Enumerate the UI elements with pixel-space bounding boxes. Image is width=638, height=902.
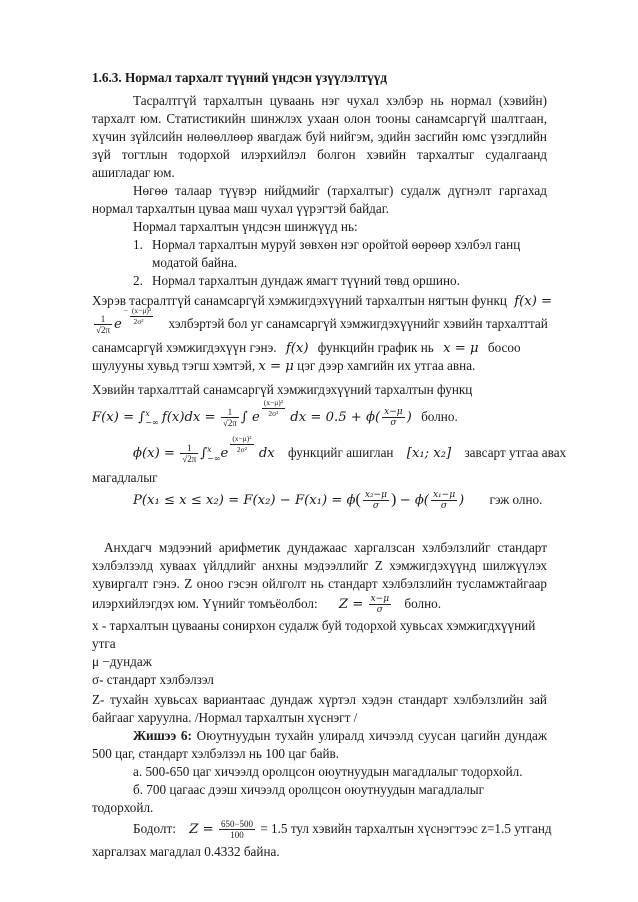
example-line: 500 цаг, стандарт хэлбэлзэл нь 100 цаг байв. <box>92 746 340 761</box>
zscore-formula-line: илэрхийлэгдэх юм. Үүнийг томъёолбол: Z = $\frac{x-\mu}{\sigma}$ болно. <box>92 594 442 616</box>
zscore-paragraph-line: Анхдагч мэдээний арифметик дундажаас харгалзсан хэлбэлзлийг стандарт <box>104 540 547 555</box>
density-formula-line: $\frac{1}{√2\pi}$ e− (x−μ)² 2σ² хэлбэртэй бол уг санамсаргүй хэмжигдэхүүнийг хэвийн тархалттай <box>96 306 548 336</box>
section-heading: 1.6.3. Нормал тархалт түүний үндсэн үзүүлэлтүүд <box>92 70 388 85</box>
density-text-line: санамсаргүй хэмжигдэхүүн гэнэ. f(x) функцийн график нь x = μ босоо <box>92 340 521 356</box>
paragraph-1-line: тархалт юм. Статистикийн шинжлэх ухаан олон тооны санамсаргүй шалтгаан, <box>92 111 547 126</box>
paragraph-1-line: Тасралтгүй тархалтын цуваань нэг чухал хэлбэр нь нормал (хэвийн) <box>133 93 547 108</box>
example-task-a: а. 500-650 цаг хичээлд оролцсон оюутнуудын магадлалыг тодорхойл. <box>133 764 523 779</box>
phi-formula-continued: магадлалыг <box>92 470 158 485</box>
phi-formula: ϕ(x) = $\frac{1}{√2\pi}$ ∫ x −∞ e $\frac{\text{(x−μ)²}}{\text{2σ²}}$ dx функцийг ашиглан [x₁; x₂] завсарт утгаа авах <box>133 434 567 465</box>
example-label: Жишээ 6: <box>133 728 192 743</box>
solution-result: харгалзах магадлал 0.4332 байна. <box>92 844 280 859</box>
paragraph-2-line: нормал тархалтын цуваа маш чухал үүрэгтэй байдаг. <box>92 201 389 216</box>
paragraph-1-line: ашигладаг юм. <box>92 165 175 180</box>
z-explanation-line: Z- тухайн хувьсах вариантаас дундаж хүртэл хэдэн стандарт хэлбэлзлийн зай <box>92 692 547 707</box>
zscore-paragraph-line: хувиргалт гэнэ. Z оноо гэсэн ойлголт нь стандарт хэлбэлзлийн тусламжтайгаар <box>92 576 547 591</box>
density-intro: Хэрэв тасралтгүй санамсаргүй хэмжигдэхүүний тархалтын нягтын функц <box>92 293 507 308</box>
density-description: хэлбэртэй бол уг санамсаргүй хэмжигдэхүүнийг хэвийн тархалттай <box>168 316 548 331</box>
probability-formula: P(x₁ ≤ x ≤ x₂) = F(x₂) − F(x₁) = ϕ( $\frac{\text{x₂−μ}}{\sigma}$ ) − ϕ( $\frac{\text{x₁−μ}}{\sigma}$ ) гэж олно. <box>133 490 543 512</box>
example-task-b: б. 700 цагаас дээш хичээлд оролцсон оюутнуудын магадлалыг <box>133 782 484 797</box>
cdf-intro: Хэвийн тархалттай санамсаргүй хэмжигдэхүүний тархалтын функц <box>92 382 473 397</box>
definition-line: σ- стандарт хэлбэлзэл <box>92 672 214 687</box>
density-coefficient: $\frac{1}{√2\pi}$ <box>96 314 110 336</box>
zscore-paragraph-line: хэлбэлзэлд хуваах үйлдлийг анхны мэдээллийг Z хэмжигдэхүүнд шилжүүлэх <box>92 558 547 573</box>
density-text-line: шулууны хувьд тэгш хэмтэй, x = μ цэг дээр хамгийн их утгаа авна. <box>92 358 476 374</box>
definition-line: утга <box>92 636 116 651</box>
example-task-b-continued: тодорхойл. <box>92 800 154 815</box>
list-item-text: модатой байна. <box>152 255 238 270</box>
density-text-line <box>92 293 553 310</box>
list-intro: Нормал тархалтын үндсэн шинжүүд нь: <box>133 219 358 234</box>
paragraph-2-line: Нөгөө талаар түүвэр нийдмийг (тархалтыг) судалж дүгнэлт гаргахад <box>133 183 547 198</box>
density-exponent: − (x−μ)² 2σ² <box>123 306 152 327</box>
definition-line: x - тархалтын цувааны сонирхон судалж буй тодорхой хувьсах хэмжигдхүүний <box>92 618 536 633</box>
cdf-formula: F(x) = ∫ x −∞ f(x)dx = $\frac{1}{√2\pi}$ ∫ e $\frac{\text{(x−μ)²}}{\text{2σ²}}$ dx = 0.5 + ϕ( $\frac{x-\mu}{\sigma}$ ) болно. <box>92 398 458 429</box>
list-item-number: 2. <box>133 273 143 288</box>
list-item-text: Нормал тархалтын муруй зөвхөн нэг оройтой өөрөөр хэлбэл ганц <box>152 237 521 252</box>
paragraph-1-line: зүй тогтлын тодорхой илэрхийлэл болгон хэвийн тархалтыг судалгаанд <box>92 147 547 162</box>
list-item-number: 1. <box>133 237 143 252</box>
definition-line: μ −дундаж <box>92 654 152 669</box>
solution-line: Бодолт: Z = $\frac{650-500}{100}$ = 1.5 тул хэвийн тархалтын хүснэгтээс z=1.5 утганд <box>133 819 552 841</box>
example-line: Жишээ 6: Оюутнуудын тухайн улиралд хичээлд суусан цагийн дундаж <box>133 728 548 743</box>
paragraph-1-line: хүчин зүйлсийн нөлөөллөөр явагдаж буй нийгэм, эдийн засгийн юмс үзэгдлийн <box>92 129 547 144</box>
density-f-label: f(x) = <box>514 294 553 309</box>
z-explanation-line: байгааг харуулна. /Нормал тархалтын хүснэгт / <box>92 710 358 725</box>
list-item-text: Нормал тархалтын дундаж ямагт түүний төвд оршино. <box>152 273 460 288</box>
